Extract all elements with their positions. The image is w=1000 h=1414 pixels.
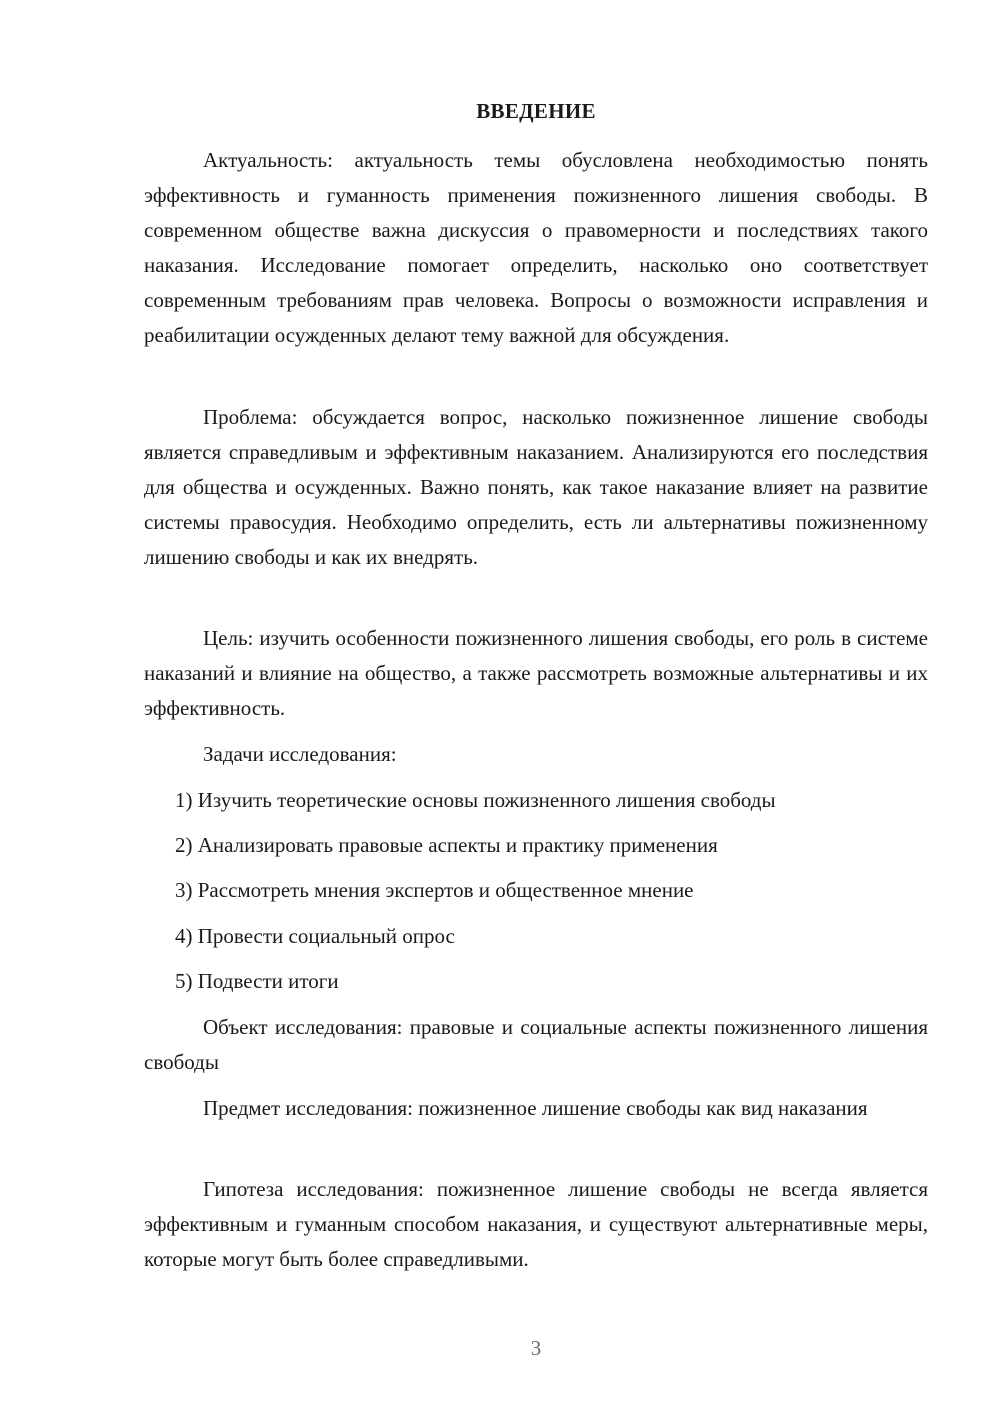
task-item-4: 4) Провести социальный опрос xyxy=(175,924,455,948)
page-title: ВВЕДЕНИЕ xyxy=(476,99,596,123)
tasks-heading: Задачи исследования: xyxy=(203,742,397,766)
object-paragraph: Объект исследования: правовые и социальные аспекты пожизненного лишения свободы xyxy=(144,1015,928,1074)
page-number: 3 xyxy=(530,1336,542,1360)
relevance-paragraph: Актуальность: актуальность темы обусловлена необходимостью понять эффективность и гуманность применения пожизненного лишения свободы. В современном обществе важна дискуссия о правомерности и последствиях такого наказания. Исследование помогает определить, насколько оно соответствует современным требованиям прав человека. Вопросы о возможности исправления и реабилитации осужденных делают тему важной для обсуждения. xyxy=(144,148,928,347)
task-item-5: 5) Подвести итоги xyxy=(175,969,339,993)
subject-paragraph: Предмет исследования: пожизненное лишение свободы как вид наказания xyxy=(203,1096,868,1120)
goal-paragraph: Цель: изучить особенности пожизненного лишения свободы, его роль в системе наказаний и влияние на общество, а также рассмотреть возможные альтернативы и их эффективность. xyxy=(144,626,928,720)
task-item-2: 2) Анализировать правовые аспекты и практику применения xyxy=(175,833,718,857)
problem-paragraph: Проблема: обсуждается вопрос, насколько пожизненное лишение свободы является справедливым и эффективным наказанием. Анализируются его последствия для общества и осужденных. Важно понять, как такое наказание влияет на развитие системы правосудия. Необходимо определить, есть ли альтернативы пожизненному лишению свободы и как их внедрять. xyxy=(144,405,928,569)
task-item-1: 1) Изучить теоретические основы пожизненного лишения свободы xyxy=(175,788,776,812)
hypothesis-paragraph: Гипотеза исследования: пожизненное лишение свободы не всегда является эффективным и гуманным способом наказания, и существуют альтернативные меры, которые могут быть более справедливыми. xyxy=(144,1177,928,1271)
task-item-3: 3) Рассмотреть мнения экспертов и общественное мнение xyxy=(175,878,694,902)
